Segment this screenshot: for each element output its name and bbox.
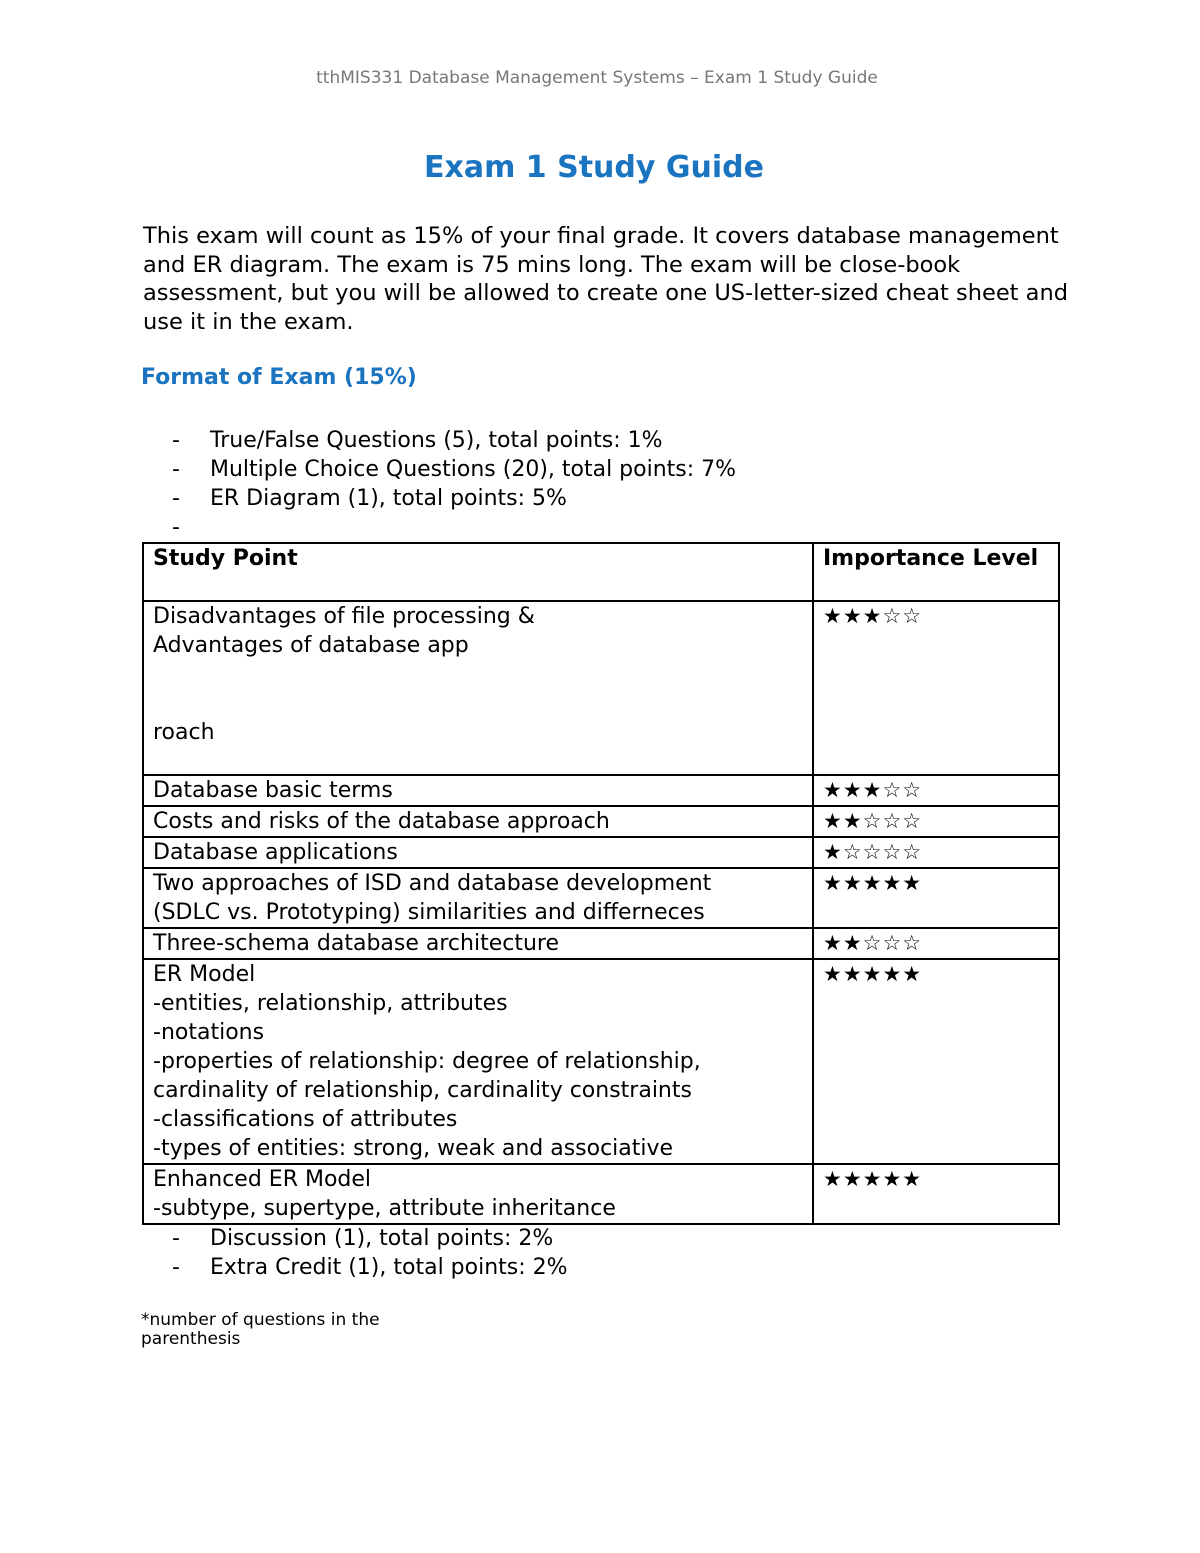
table-row: [143, 601, 1059, 775]
bullet-dash: -: [172, 1255, 180, 1280]
bullet-dash: -: [172, 428, 180, 453]
study-point-line: -classifications of attributes: [153, 1107, 458, 1132]
page-title: Exam 1 Study Guide: [424, 150, 764, 185]
study-point-line: Costs and risks of the database approach: [153, 809, 610, 834]
table-row: [143, 868, 1059, 928]
table-row: [143, 928, 1059, 959]
importance-stars: ★★★☆☆: [813, 601, 1059, 775]
header-importance-level: Importance Level: [813, 543, 1059, 601]
table-header-row: [143, 543, 1059, 601]
study-point-line: cardinality of relationship, cardinality constraints: [153, 1078, 692, 1103]
importance-stars: ★★☆☆☆: [813, 806, 1059, 837]
study-point-line: Three-schema database architecture: [153, 931, 560, 956]
study-point-cell: [143, 601, 813, 775]
list-item: [172, 426, 736, 455]
running-header: tthMIS331 Database Management Systems – Exam 1 Study Guide: [316, 68, 878, 88]
list-item: [172, 455, 736, 484]
study-point-line: Advantages of database app: [153, 633, 469, 658]
study-point-line: -entities, relationship, attributes: [153, 991, 508, 1016]
importance-stars: ★☆☆☆☆: [813, 837, 1059, 868]
study-point-line: ER Model: [153, 962, 256, 987]
study-point-cell: [143, 868, 813, 928]
list-item-text: Discussion (1), total points: 2%: [210, 1226, 554, 1251]
format-heading: Format of Exam (15%): [141, 365, 417, 390]
table-row: [143, 775, 1059, 806]
study-point-line: Enhanced ER Model: [153, 1167, 372, 1192]
importance-stars: ★★☆☆☆: [813, 928, 1059, 959]
study-point-cell: [143, 837, 813, 868]
study-point-cell: [143, 928, 813, 959]
study-table: [142, 542, 1060, 1225]
header-study-point: Study Point: [143, 543, 813, 601]
study-point-line: -notations: [153, 1020, 265, 1045]
study-point-line: (SDLC vs. Prototyping) similarities and differneces: [153, 900, 705, 925]
importance-stars: ★★★★★: [813, 1164, 1059, 1224]
study-point-line: Two approaches of ISD and database development: [153, 871, 712, 896]
study-point-cell: [143, 959, 813, 1164]
study-point-cell: [143, 1164, 813, 1224]
importance-stars: ★★★☆☆: [813, 775, 1059, 806]
list-item: [172, 513, 736, 542]
list-item-text: ER Diagram (1), total points: 5%: [210, 486, 567, 511]
study-point-line: roach: [153, 720, 215, 745]
list-item-text: Extra Credit (1), total points: 2%: [210, 1255, 568, 1280]
footnote: *number of questions in the parenthesis: [141, 1310, 380, 1349]
list-item-text: Multiple Choice Questions (20), total points: 7%: [210, 457, 737, 482]
study-point-line: -subtype, supertype, attribute inheritance: [153, 1196, 616, 1221]
table-row: [143, 806, 1059, 837]
list-item: [172, 1253, 568, 1282]
importance-stars: ★★★★★: [813, 959, 1059, 1164]
list-item: [172, 484, 736, 513]
intro-paragraph: This exam will count as 15% of your final grade. It covers database management and ER diagram. The exam is 75 mins long. The exam will be close-book assessment, but you will be allowed to create one US-letter-sized cheat sheet and use it in the exam.: [143, 223, 1068, 335]
list-item-text: True/False Questions (5), total points: 1%: [210, 428, 663, 453]
bullet-dash: -: [172, 515, 180, 540]
list-item: [172, 1224, 568, 1253]
format-list-bottom: [172, 1224, 568, 1282]
study-point-line: Database applications: [153, 840, 398, 865]
table-row: [143, 837, 1059, 868]
table-row: [143, 959, 1059, 1164]
table-row: [143, 1164, 1059, 1224]
study-point-line: -properties of relationship: degree of relationship,: [153, 1049, 701, 1074]
bullet-dash: -: [172, 457, 180, 482]
study-point-cell: [143, 775, 813, 806]
importance-stars: ★★★★★: [813, 868, 1059, 928]
study-point-line: -types of entities: strong, weak and associative: [153, 1136, 674, 1161]
study-point-cell: [143, 806, 813, 837]
study-point-line: Database basic terms: [153, 778, 393, 803]
bullet-dash: -: [172, 486, 180, 511]
format-list-top: [172, 426, 736, 542]
bullet-dash: -: [172, 1226, 180, 1251]
study-point-line: Disadvantages of file processing &: [153, 604, 535, 629]
